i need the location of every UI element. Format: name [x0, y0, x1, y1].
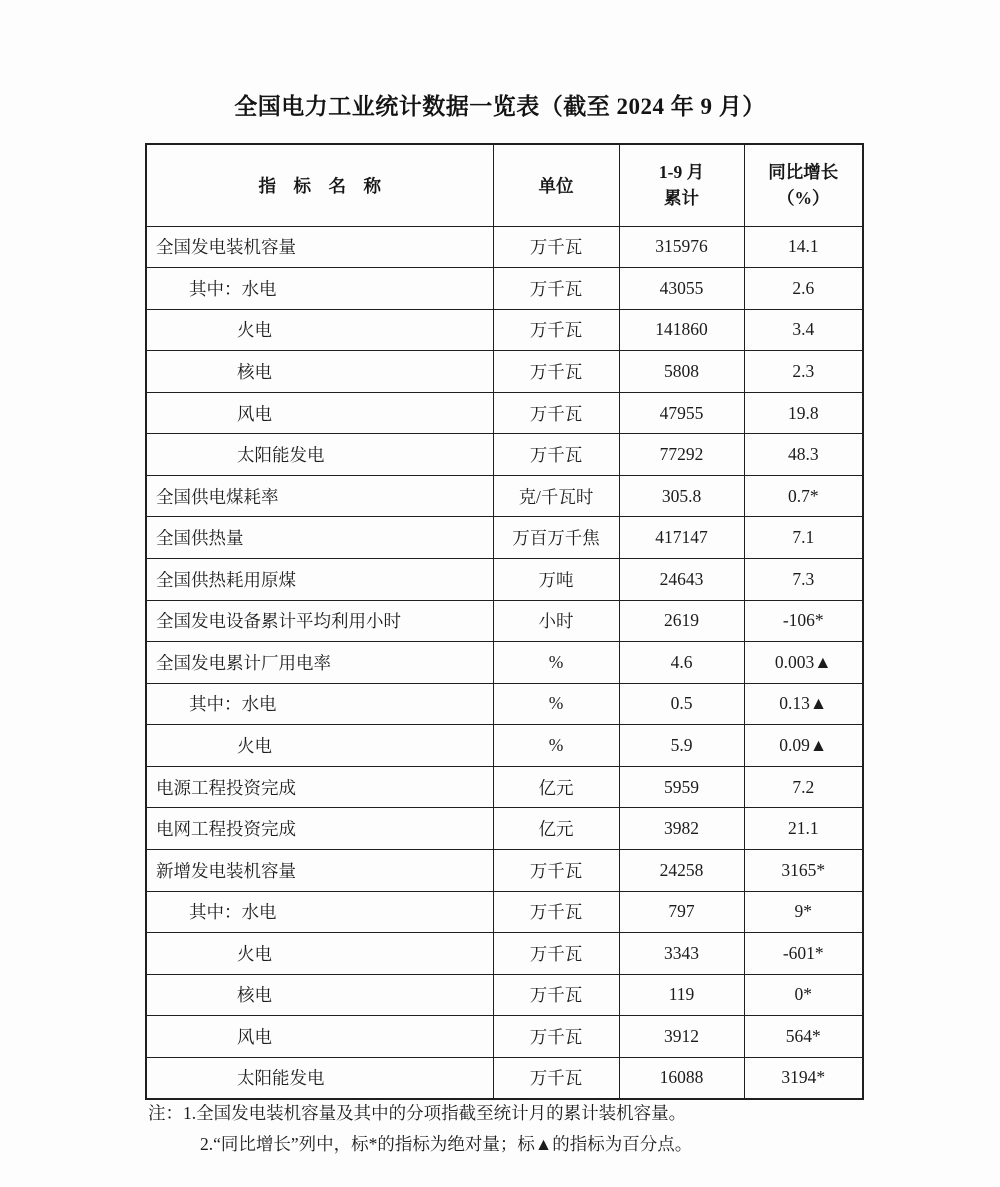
value-cell: 119 [619, 974, 744, 1016]
unit-cell: % [493, 683, 619, 725]
growth-cell: 3.4 [744, 309, 863, 351]
unit-cell: 万千瓦 [493, 1057, 619, 1099]
table-row [146, 849, 863, 891]
growth-cell: 0.09▲ [744, 725, 863, 767]
unit-cell: 万千瓦 [493, 933, 619, 975]
growth-cell: 14.1 [744, 226, 863, 268]
indicator-cell: 全国发电累计厂用电率 [146, 642, 493, 684]
value-cell: 16088 [619, 1057, 744, 1099]
indicator-cell: 其中：水电 [146, 683, 493, 725]
col-header-growth [744, 144, 863, 226]
growth-cell: -106* [744, 600, 863, 642]
table-row [146, 1057, 863, 1099]
value-cell: 77292 [619, 434, 744, 476]
growth-cell: -601* [744, 933, 863, 975]
value-cell: 24258 [619, 849, 744, 891]
indicator-cell: 全国供电煤耗率 [146, 475, 493, 517]
growth-cell: 7.3 [744, 559, 863, 601]
table-row [146, 268, 863, 310]
value-cell: 797 [619, 891, 744, 933]
growth-cell: 48.3 [744, 434, 863, 476]
table-row [146, 974, 863, 1016]
unit-cell: 万千瓦 [493, 268, 619, 310]
unit-cell: 万百万千焦 [493, 517, 619, 559]
unit-cell: 亿元 [493, 766, 619, 808]
indicator-cell: 全国发电设备累计平均利用小时 [146, 600, 493, 642]
col-header-period [619, 144, 744, 226]
value-cell: 4.6 [619, 642, 744, 684]
unit-cell: 万千瓦 [493, 226, 619, 268]
growth-cell: 0.7* [744, 475, 863, 517]
value-cell: 2619 [619, 600, 744, 642]
unit-cell: 万千瓦 [493, 351, 619, 393]
stats-table [145, 143, 864, 1100]
unit-cell: 万吨 [493, 559, 619, 601]
indicator-cell: 太阳能发电 [146, 1057, 493, 1099]
value-cell: 315976 [619, 226, 744, 268]
note-line-2: 2.“同比增长”列中，标*的指标为绝对量；标▲的指标为百分点。 [200, 1134, 693, 1154]
unit-cell: 万千瓦 [493, 392, 619, 434]
growth-cell: 564* [744, 1016, 863, 1058]
table-row [146, 475, 863, 517]
table-notes [148, 1102, 868, 1156]
unit-cell: 万千瓦 [493, 891, 619, 933]
table-row [146, 226, 863, 268]
indicator-cell: 全国发电装机容量 [146, 226, 493, 268]
unit-cell: 万千瓦 [493, 849, 619, 891]
value-cell: 417147 [619, 517, 744, 559]
indicator-cell: 风电 [146, 1016, 493, 1058]
unit-cell: 万千瓦 [493, 1016, 619, 1058]
value-cell: 5808 [619, 351, 744, 393]
growth-cell: 3194* [744, 1057, 863, 1099]
header-row [146, 144, 863, 226]
table-row [146, 351, 863, 393]
growth-cell: 9* [744, 891, 863, 933]
table-row [146, 683, 863, 725]
growth-cell: 0.13▲ [744, 683, 863, 725]
growth-cell: 21.1 [744, 808, 863, 850]
table-row [146, 766, 863, 808]
col-header-growth-line1: 同比增长 [768, 162, 839, 183]
indicator-cell: 新增发电装机容量 [146, 849, 493, 891]
growth-cell: 2.3 [744, 351, 863, 393]
table-row [146, 600, 863, 642]
col-header-indicator: 指 标 名 称 [146, 144, 493, 226]
unit-cell: 亿元 [493, 808, 619, 850]
growth-cell: 7.1 [744, 517, 863, 559]
unit-cell: 万千瓦 [493, 434, 619, 476]
table-row [146, 1016, 863, 1058]
indicator-cell: 其中：水电 [146, 268, 493, 310]
table-row [146, 891, 863, 933]
table-row [146, 725, 863, 767]
indicator-cell: 火电 [146, 309, 493, 351]
value-cell: 5.9 [619, 725, 744, 767]
unit-cell: % [493, 642, 619, 684]
table-row [146, 309, 863, 351]
table-row [146, 434, 863, 476]
value-cell: 305.8 [619, 475, 744, 517]
growth-cell: 7.2 [744, 766, 863, 808]
indicator-cell: 全国供热耗用原煤 [146, 559, 493, 601]
growth-cell: 3165* [744, 849, 863, 891]
indicator-cell: 风电 [146, 392, 493, 434]
value-cell: 0.5 [619, 683, 744, 725]
growth-cell: 19.8 [744, 392, 863, 434]
indicator-cell: 电源工程投资完成 [146, 766, 493, 808]
page-title: 全国电力工业统计数据一览表（截至 2024 年 9 月） [234, 94, 766, 119]
unit-cell: 克/千瓦时 [493, 475, 619, 517]
value-cell: 3912 [619, 1016, 744, 1058]
table-row [146, 642, 863, 684]
growth-cell: 2.6 [744, 268, 863, 310]
indicator-cell: 核电 [146, 974, 493, 1016]
value-cell: 47955 [619, 392, 744, 434]
value-cell: 5959 [619, 766, 744, 808]
col-header-period-line1: 1-9 月 [658, 162, 705, 183]
indicator-cell: 火电 [146, 933, 493, 975]
value-cell: 3982 [619, 808, 744, 850]
unit-cell: 万千瓦 [493, 309, 619, 351]
table-row [146, 559, 863, 601]
indicator-cell: 其中：水电 [146, 891, 493, 933]
note-line-1: 注：1.全国发电装机容量及其中的分项指截至统计月的累计装机容量。 [148, 1103, 687, 1123]
indicator-cell: 电网工程投资完成 [146, 808, 493, 850]
table-row [146, 517, 863, 559]
value-cell: 24643 [619, 559, 744, 601]
value-cell: 3343 [619, 933, 744, 975]
col-header-growth-line2: （%） [777, 188, 830, 209]
value-cell: 43055 [619, 268, 744, 310]
unit-cell: 小时 [493, 600, 619, 642]
unit-cell: % [493, 725, 619, 767]
unit-cell: 万千瓦 [493, 974, 619, 1016]
indicator-cell: 全国供热量 [146, 517, 493, 559]
growth-cell: 0.003▲ [744, 642, 863, 684]
indicator-cell: 核电 [146, 351, 493, 393]
col-header-period-line2: 累计 [664, 188, 699, 209]
table-row [146, 392, 863, 434]
table-row [146, 808, 863, 850]
col-header-unit: 单位 [493, 144, 619, 226]
growth-cell: 0* [744, 974, 863, 1016]
indicator-cell: 火电 [146, 725, 493, 767]
value-cell: 141860 [619, 309, 744, 351]
indicator-cell: 太阳能发电 [146, 434, 493, 476]
table-row [146, 933, 863, 975]
